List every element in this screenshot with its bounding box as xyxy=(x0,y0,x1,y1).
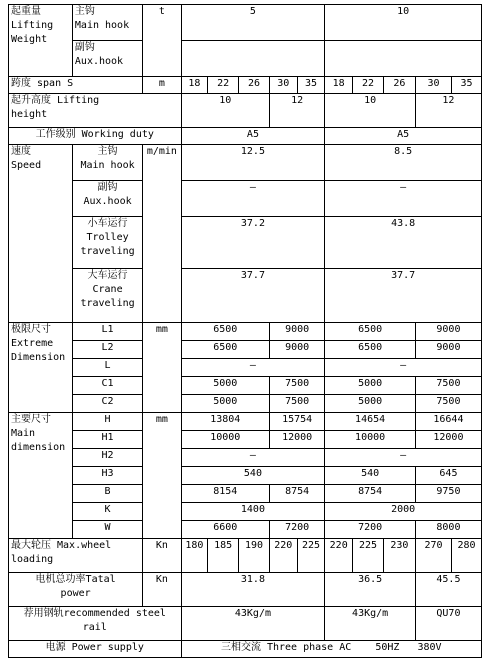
total-power-value: 36.5 xyxy=(325,573,416,607)
speed-crane-value: 37.7 xyxy=(325,269,482,323)
extreme-c2: C2 xyxy=(72,395,142,413)
extreme-l1-value: 9000 xyxy=(415,323,481,341)
row-speed-trolley xyxy=(9,217,482,269)
row-total-power xyxy=(9,573,482,607)
row-lifting-weight-main xyxy=(9,5,482,41)
extreme-l1-value: 9000 xyxy=(269,323,324,341)
lifting-weight-main-hook: 主钩 Main hook xyxy=(72,5,142,41)
main-h1-value: 12000 xyxy=(415,431,481,449)
wheel-loading-value: 185 xyxy=(208,539,239,573)
row-extreme-c2 xyxy=(9,395,482,413)
span-value: 30 xyxy=(269,77,297,94)
lifting-weight-aux-hook: 副钩 Aux.hook xyxy=(72,41,142,77)
main-h-value: 13804 xyxy=(181,413,269,431)
row-main-b xyxy=(9,485,482,503)
main-h2: H2 xyxy=(72,449,142,467)
main-h1-value: 10000 xyxy=(181,431,269,449)
speed-crane-value: 37.7 xyxy=(181,269,325,323)
row-extreme-l2 xyxy=(9,341,482,359)
row-main-h3 xyxy=(9,467,482,485)
power-supply-value: 三相交流 Three phase AC 50HZ 380V xyxy=(181,641,481,658)
lifting-weight-unit: t xyxy=(143,5,181,77)
row-wheel-loading xyxy=(9,539,482,573)
steel-rail-value: 43Kg/m xyxy=(325,607,416,641)
lifting-height-value: 10 xyxy=(181,94,269,128)
speed-trolley: 小车运行 Trolley traveling xyxy=(72,217,142,269)
row-main-w xyxy=(9,521,482,539)
power-supply-label: 电源 Power supply xyxy=(9,641,182,658)
speed-aux-value: – xyxy=(325,181,482,217)
steel-rail-value: QU70 xyxy=(415,607,481,641)
span-value: 18 xyxy=(325,77,353,94)
main-k-value: 1400 xyxy=(181,503,325,521)
extreme-c1-value: 5000 xyxy=(325,377,416,395)
main-h3: H3 xyxy=(72,467,142,485)
row-working-duty xyxy=(9,128,482,145)
steel-rail-value: 43Kg/m xyxy=(181,607,325,641)
main-b: B xyxy=(72,485,142,503)
extreme-c2-value: 7500 xyxy=(415,395,481,413)
lifting-weight-label: 起重量 Lifting Weight xyxy=(9,5,73,77)
working-duty-label: 工作级别 Working duty xyxy=(9,128,182,145)
wheel-loading-value: 180 xyxy=(181,539,208,573)
extreme-l1-value: 6500 xyxy=(181,323,269,341)
main-h2-value: – xyxy=(325,449,482,467)
lifting-height-value: 10 xyxy=(325,94,416,128)
row-extreme-l1 xyxy=(9,323,482,341)
main-h-value: 16644 xyxy=(415,413,481,431)
row-speed-main xyxy=(9,145,482,181)
span-value: 26 xyxy=(239,77,270,94)
wheel-loading-value: 225 xyxy=(353,539,384,573)
wheel-loading-value: 230 xyxy=(383,539,415,573)
main-b-value: 8754 xyxy=(269,485,324,503)
extreme-l1: L1 xyxy=(72,323,142,341)
wheel-loading-value: 220 xyxy=(325,539,353,573)
speed-main-hook: 主钩 Main hook xyxy=(72,145,142,181)
row-main-h1 xyxy=(9,431,482,449)
row-main-h xyxy=(9,413,482,431)
wheel-loading-value: 190 xyxy=(239,539,270,573)
extreme-c2-value: 5000 xyxy=(325,395,416,413)
extreme-c2-value: 5000 xyxy=(181,395,269,413)
row-main-k xyxy=(9,503,482,521)
main-w-value: 7200 xyxy=(269,521,324,539)
extreme-l: L xyxy=(72,359,142,377)
total-power-unit: Kn xyxy=(143,573,181,607)
span-value: 22 xyxy=(208,77,239,94)
span-value: 35 xyxy=(297,77,325,94)
working-duty-value: A5 xyxy=(325,128,482,145)
main-h3-value: 540 xyxy=(181,467,325,485)
working-duty-value: A5 xyxy=(181,128,325,145)
main-b-value: 8154 xyxy=(181,485,269,503)
main-w-value: 6600 xyxy=(181,521,269,539)
row-main-h2 xyxy=(9,449,482,467)
span-value: 22 xyxy=(353,77,384,94)
main-k-value: 2000 xyxy=(325,503,482,521)
row-extreme-c1 xyxy=(9,377,482,395)
row-lifting-weight-aux xyxy=(9,41,482,77)
speed-trolley-value: 37.2 xyxy=(181,217,325,269)
extreme-l1-value: 6500 xyxy=(325,323,416,341)
extreme-c1: C1 xyxy=(72,377,142,395)
main-h2-value: – xyxy=(181,449,325,467)
extreme-l2-value: 6500 xyxy=(325,341,416,359)
main-h3-value: 645 xyxy=(415,467,481,485)
extreme-l2-value: 9000 xyxy=(415,341,481,359)
wheel-loading-value: 280 xyxy=(452,539,482,573)
main-dimension-unit: mm xyxy=(143,413,181,539)
main-h-value: 15754 xyxy=(269,413,324,431)
extreme-c2-value: 7500 xyxy=(269,395,324,413)
main-h1: H1 xyxy=(72,431,142,449)
main-h1-value: 12000 xyxy=(269,431,324,449)
speed-crane: 大车运行 Crane traveling xyxy=(72,269,142,323)
span-value: 30 xyxy=(415,77,451,94)
extreme-c1-value: 7500 xyxy=(269,377,324,395)
extreme-l2: L2 xyxy=(72,341,142,359)
span-label: 跨度 span S xyxy=(9,77,143,94)
span-value: 35 xyxy=(452,77,482,94)
main-b-value: 8754 xyxy=(325,485,416,503)
speed-trolley-value: 43.8 xyxy=(325,217,482,269)
extreme-l2-value: 6500 xyxy=(181,341,269,359)
main-h3-value: 540 xyxy=(325,467,416,485)
speed-aux-value: – xyxy=(181,181,325,217)
lifting-height-value: 12 xyxy=(269,94,324,128)
extreme-dimension-label: 极限尺寸 Extreme Dimension xyxy=(9,323,73,413)
main-h-value: 14654 xyxy=(325,413,416,431)
wheel-loading-value: 225 xyxy=(297,539,325,573)
lifting-height-value: 12 xyxy=(415,94,481,128)
wheel-loading-value: 220 xyxy=(269,539,297,573)
row-span xyxy=(9,77,482,94)
extreme-c1-value: 7500 xyxy=(415,377,481,395)
extreme-l-value: – xyxy=(181,359,325,377)
extreme-c1-value: 5000 xyxy=(181,377,269,395)
lifting-weight-aux-b xyxy=(325,41,482,77)
main-dimension-label: 主要尺寸 Main dimension xyxy=(9,413,73,539)
span-value: 18 xyxy=(181,77,208,94)
row-extreme-l xyxy=(9,359,482,377)
lifting-weight-aux-a xyxy=(181,41,325,77)
lifting-weight-5t: 5 xyxy=(181,5,325,41)
speed-main-value: 8.5 xyxy=(325,145,482,181)
span-unit: m xyxy=(143,77,181,94)
speed-aux-hook: 副钩 Aux.hook xyxy=(72,181,142,217)
row-lifting-height xyxy=(9,94,482,128)
speed-main-value: 12.5 xyxy=(181,145,325,181)
lifting-height-label: 起升高度 Lifting height xyxy=(9,94,182,128)
extreme-dimension-unit: mm xyxy=(143,323,181,413)
wheel-loading-unit: Kn xyxy=(143,539,181,573)
main-w: W xyxy=(72,521,142,539)
wheel-loading-label: 最大轮压 Max.wheel loading xyxy=(9,539,143,573)
main-w-value: 7200 xyxy=(325,521,416,539)
span-value: 26 xyxy=(383,77,415,94)
main-h: H xyxy=(72,413,142,431)
main-b-value: 9750 xyxy=(415,485,481,503)
lifting-weight-10t: 10 xyxy=(325,5,482,41)
speed-label: 速度 Speed xyxy=(9,145,73,323)
row-power-supply xyxy=(9,641,482,658)
crane-spec-table xyxy=(8,4,482,658)
row-steel-rail xyxy=(9,607,482,641)
total-power-value: 45.5 xyxy=(415,573,481,607)
extreme-l2-value: 9000 xyxy=(269,341,324,359)
wheel-loading-value: 270 xyxy=(415,539,451,573)
speed-unit: m/min xyxy=(143,145,181,323)
extreme-l-value: – xyxy=(325,359,482,377)
main-h1-value: 10000 xyxy=(325,431,416,449)
row-speed-crane xyxy=(9,269,482,323)
main-k: K xyxy=(72,503,142,521)
steel-rail-label: 荐用钢轨recommended steel rail xyxy=(9,607,182,641)
total-power-value: 31.8 xyxy=(181,573,325,607)
main-w-value: 8000 xyxy=(415,521,481,539)
total-power-label: 电机总功率Tatal power xyxy=(9,573,143,607)
row-speed-aux xyxy=(9,181,482,217)
